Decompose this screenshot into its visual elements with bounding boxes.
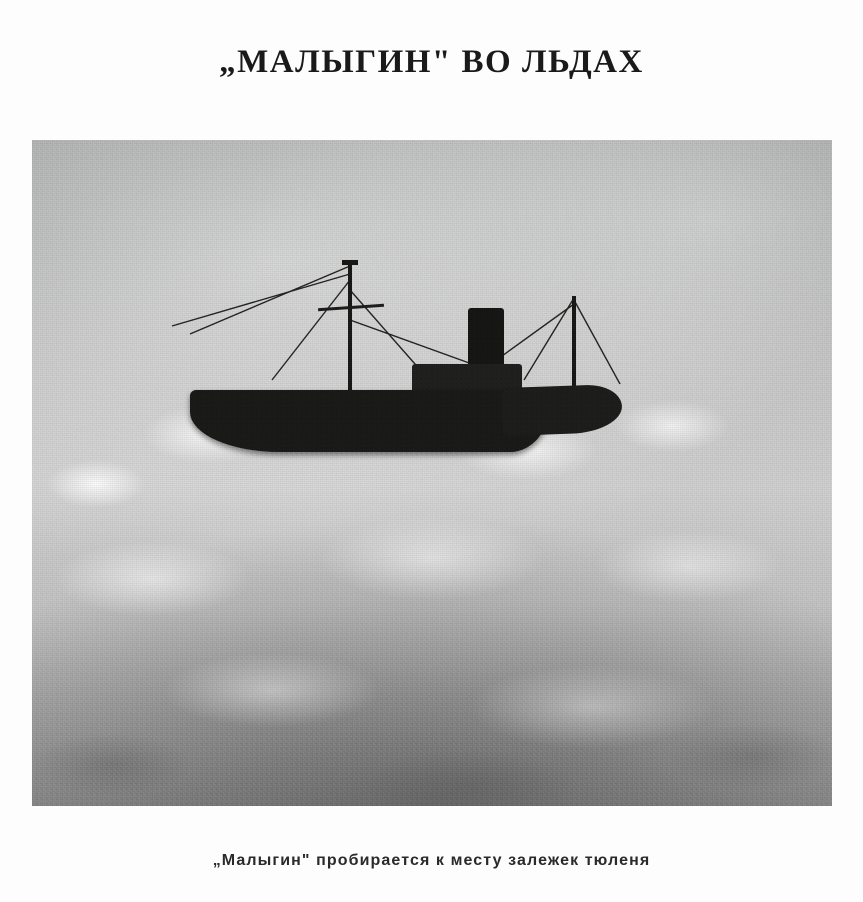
page-title: „МАЛЫГИН" ВО ЛЬДАХ bbox=[219, 44, 644, 80]
halftone-grain-fine bbox=[32, 140, 832, 806]
photo-caption: „Малыгин" пробирается к месту залежек тюленя bbox=[212, 852, 651, 869]
photograph bbox=[32, 140, 832, 806]
